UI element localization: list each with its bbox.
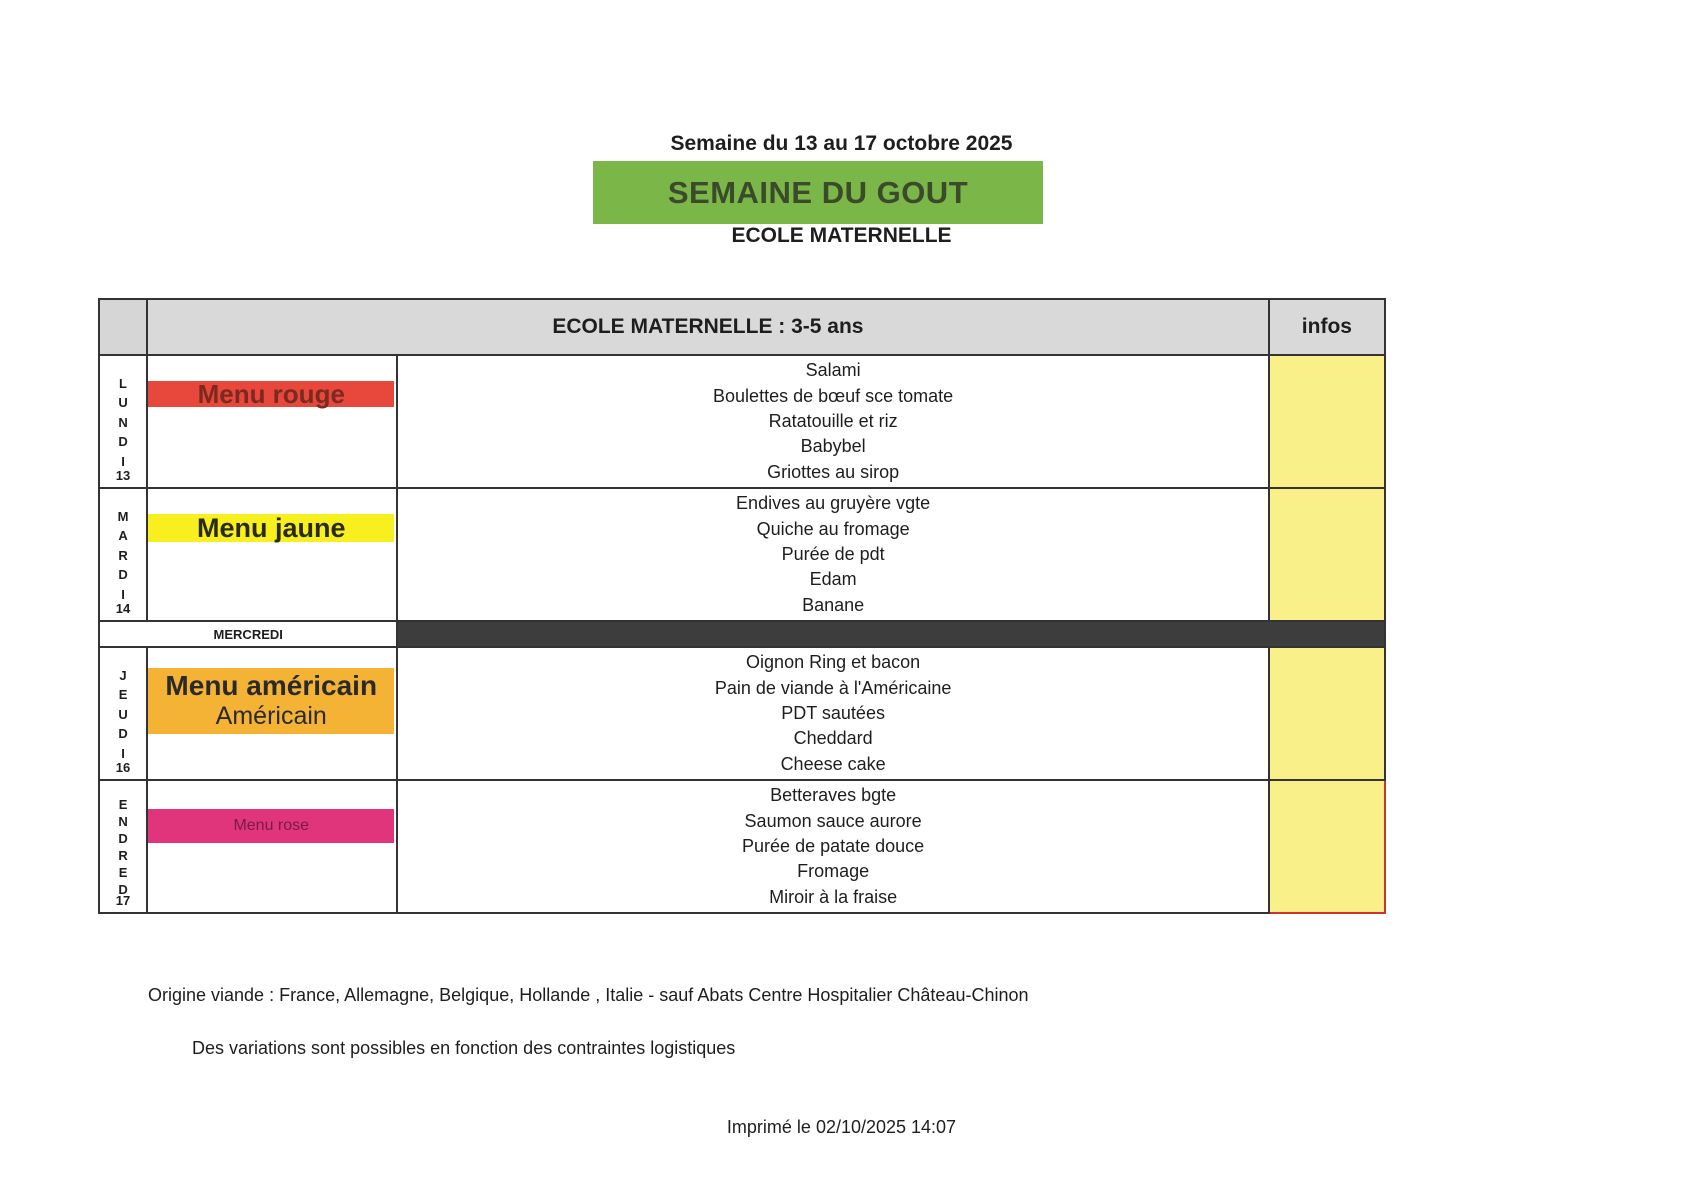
day-letter: U [118,706,128,722]
week-title: Semaine du 13 au 17 octobre 2025 [670,132,1013,155]
day-letter: I [121,586,125,602]
menu-rose-label: Menu rose [148,809,394,843]
day-letter: E [118,687,128,703]
day-letter: R [118,547,128,563]
menu-rouge-label: Menu rouge [148,381,394,407]
day-letter: D [118,726,128,742]
day-cell-vendredi [99,780,147,913]
dish-item: Endives au gruyère vgte [736,493,931,514]
menu-table [98,298,1386,914]
infos-cell [1269,647,1385,780]
table-row [99,780,1385,913]
menu-americain-subtitle: Américain [215,702,327,730]
day-letter: N [118,414,128,430]
dishes-cell [397,647,1268,780]
dish-item: Fromage [797,861,870,882]
header-corner [99,299,147,355]
dish-item: Pain de viande à l'Américaine [714,677,952,698]
dish-item: Salami [805,360,861,381]
dish-item: Purée de patate douce [742,835,925,856]
day-letter: D [118,830,128,846]
printed-date: Imprimé le 02/10/2025 14:07 [726,1117,957,1137]
dish-item: Banane [802,594,865,615]
day-letter: E [118,796,128,812]
dishes-cell [397,488,1268,621]
menu-americain-label [148,668,394,734]
dish-item: Griottes au sirop [767,461,900,482]
day-letter: M [117,508,129,524]
table-row [99,647,1385,780]
infos-cell [1269,780,1385,913]
dish-item: Babybel [800,436,866,457]
day-number: 17 [115,893,131,908]
day-letter: D [118,881,128,897]
dish-item: Cheese cake [780,753,886,774]
menu-americain-title: Menu américain [165,670,378,701]
dish-item: Purée de pdt [781,543,885,564]
day-letter: D [118,567,128,583]
dish-item: Miroir à la fraise [769,886,898,907]
dish-item: Betteraves bgte [770,785,897,806]
day-letter: R [118,847,128,863]
dishes-cell [397,355,1268,488]
infos-cell [1269,355,1385,488]
day-number: 16 [115,760,131,775]
day-letter: N [118,813,128,829]
day-number: 14 [115,601,131,616]
dish-item: Edam [809,569,857,590]
menu-label-cell [147,647,397,780]
table-row [99,488,1385,621]
event-banner: SEMAINE DU GOUT [593,161,1043,224]
dish-item: Cheddard [793,728,873,749]
dish-item: Quiche au fromage [756,518,910,539]
table-row [99,355,1385,488]
dish-item: Oignon Ring et bacon [746,652,921,673]
day-letter: I [121,745,125,761]
menu-label-cell [147,488,397,621]
dish-item: Saumon sauce aurore [744,810,922,831]
day-letter: L [119,375,127,391]
dish-item: Ratatouille et riz [768,410,898,431]
day-letter: D [118,434,128,450]
dishes-cell [397,780,1268,913]
day-letter: A [118,528,128,544]
day-letter: J [119,667,127,683]
day-letter: U [118,395,128,411]
meat-origin-note: Origine viande : France, Allemagne, Belgique, Hollande , Italie - sauf Abats Centre Hospitalier Château-Chinon [148,985,1029,1005]
day-cell-jeudi [99,647,147,780]
table-header-row [99,299,1385,355]
infos-cell [1269,488,1385,621]
mercredi-closed-bar [397,621,1385,647]
day-letter: E [118,864,128,880]
mercredi-row [99,621,1385,647]
menu-jaune-label: Menu jaune [148,514,394,542]
menu-label-cell [147,355,397,488]
dish-item: PDT sautées [781,702,885,723]
school-subtitle: ECOLE MATERNELLE [731,224,952,247]
day-number: 13 [115,468,131,483]
infos-header: infos [1269,299,1385,355]
day-letter: I [121,453,125,469]
day-cell-lundi [99,355,147,488]
main-header: ECOLE MATERNELLE : 3-5 ans [147,299,1269,355]
dish-item: Boulettes de bœuf sce tomate [713,385,954,406]
day-cell-mardi [99,488,147,621]
menu-label-cell [147,780,397,913]
mercredi-label: MERCREDI [99,621,397,647]
variations-note: Des variations sont possibles en fonction des contraintes logistiques [192,1038,736,1058]
